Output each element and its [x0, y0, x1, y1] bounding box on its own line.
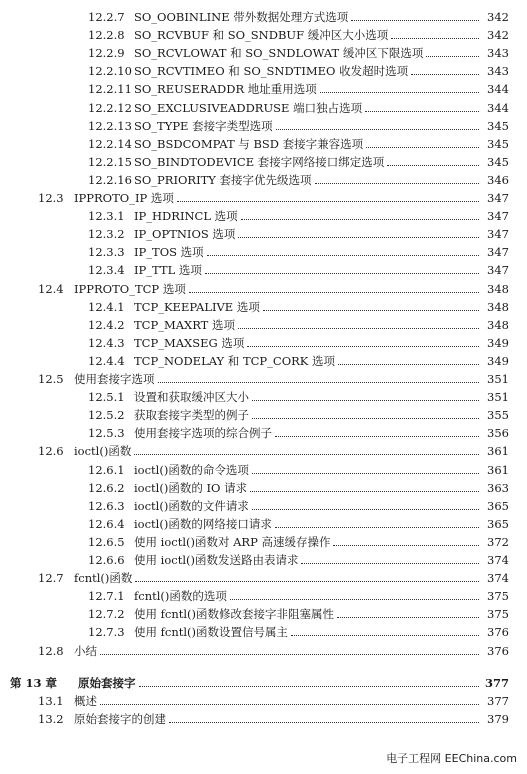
toc-entry-title: 概述: [74, 693, 97, 708]
toc-entry[interactable]: [0, 402, 527, 422]
dot-leader: [263, 310, 479, 311]
toc-entry-title: 使用 ioctl()函数发送路由表请求: [134, 553, 299, 567]
toc-entry-title: TCP_MAXSEG 选项: [134, 335, 245, 350]
toc-entry[interactable]: [0, 420, 527, 440]
toc-entry[interactable]: [0, 76, 527, 96]
toc-entry[interactable]: [0, 330, 527, 350]
toc-entry[interactable]: [0, 239, 527, 259]
toc-entry-page: 356: [487, 426, 509, 441]
dot-leader: [207, 255, 479, 256]
toc-entry-number: 12.5.1: [88, 390, 125, 405]
toc-entry[interactable]: [0, 185, 527, 205]
toc-entry-title: 使用 fcntl()函数修改套接字非阻塞属性: [134, 607, 335, 622]
dot-leader: [247, 346, 479, 347]
toc-entry-title: IP_TTL 选项: [134, 263, 202, 278]
toc-entry[interactable]: [0, 688, 527, 708]
toc-entry-title: ioctl()函数的 IO 请求: [134, 480, 248, 495]
dot-leader: [366, 147, 479, 148]
toc-entry-title: TCP_MAXRT 选项: [134, 317, 236, 332]
toc-entry-page: 376: [487, 625, 509, 640]
toc-entry-title: SO_OOBINLINE 带外数据处理方式选项: [134, 10, 349, 24]
toc-entry-number: 12.6.4: [88, 516, 125, 531]
toc-entry-page: 377: [484, 675, 509, 690]
toc-entry[interactable]: [0, 565, 527, 585]
toc-entry-number: 12.2.14: [88, 136, 132, 151]
dot-leader: [238, 237, 479, 238]
toc-entry-number: 12.2.10: [88, 64, 132, 79]
toc-entry-page: 375: [487, 589, 509, 604]
toc-entry[interactable]: [0, 221, 527, 241]
toc-entry-title: SO_TYPE 套接字类型选项: [134, 118, 273, 133]
toc-entry-number: 12.6.6: [88, 553, 125, 567]
toc-entry-number: 12.2.11: [88, 82, 132, 97]
dot-leader: [252, 418, 479, 419]
toc-entry-page: 365: [487, 516, 509, 531]
toc-entry-number: 12.5: [38, 372, 64, 386]
toc-entry-title: fcntl()函数: [74, 571, 133, 586]
toc-entry[interactable]: [0, 203, 527, 223]
toc-entry-title: SO_RCVTIMEO 和 SO_SNDTIMEO 收发超时选项: [134, 64, 409, 79]
dot-leader: [275, 436, 479, 437]
toc-entry[interactable]: [0, 475, 527, 495]
toc-entry[interactable]: [0, 583, 527, 603]
dot-leader: [301, 563, 479, 564]
toc-entry-title: IP_OPTNIOS 选项: [134, 227, 236, 242]
toc-entry-number: 12.7.3: [88, 625, 125, 640]
toc-entry[interactable]: [0, 619, 527, 639]
dot-leader: [189, 292, 479, 293]
toc-entry-title: 获取套接字类型的例子: [134, 408, 249, 423]
toc-entry-number: 12.5.2: [88, 408, 125, 423]
toc-entry-title: TCP_KEEPALIVE 选项: [134, 299, 260, 314]
toc-entry-page: 347: [487, 263, 509, 278]
toc-entry-title: 设置和获取缓冲区大小: [134, 390, 249, 405]
dot-leader: [252, 473, 479, 474]
toc-entry-title: ioctl()函数: [74, 444, 132, 459]
toc-entry[interactable]: [0, 149, 527, 169]
dot-leader: [275, 527, 479, 528]
dot-leader: [169, 722, 479, 723]
toc-entry-page: 348: [487, 281, 509, 296]
toc-entry[interactable]: [0, 40, 527, 60]
toc-entry-page: 345: [487, 118, 509, 133]
toc-entry-number: 12.2.16: [88, 172, 132, 187]
toc-entry-number: 12.2.15: [88, 154, 132, 169]
toc-entry-number: 12.7.1: [88, 589, 125, 604]
toc-entry-page: 342: [487, 10, 509, 24]
dot-leader: [252, 509, 479, 510]
toc-entry-page: 361: [487, 444, 509, 459]
toc-entry[interactable]: [0, 493, 527, 513]
toc-entry-page: 351: [487, 390, 509, 405]
dot-leader: [338, 364, 479, 365]
toc-entry-number: 12.3.3: [88, 245, 125, 260]
toc-entry-page: 345: [487, 136, 509, 151]
toc-entry-title: SO_REUSERADDR 地址重用选项: [134, 82, 317, 97]
toc-entry[interactable]: [0, 312, 527, 332]
toc-entry-number: 12.6.5: [88, 534, 125, 549]
toc-entry[interactable]: [0, 95, 527, 115]
toc-entry-title: SO_BSDCOMPAT 与 BSD 套接字兼容选项: [134, 136, 364, 151]
toc-entry-title: TCP_NODELAY 和 TCP_CORK 选项: [134, 353, 336, 368]
toc-entry-number: 12.8: [38, 643, 64, 658]
dot-leader: [177, 201, 479, 202]
toc-entry-page: 347: [487, 245, 509, 260]
toc-entry-title: IP_HDRINCL 选项: [134, 209, 238, 224]
toc-entry-page: 355: [487, 408, 509, 423]
dot-leader: [320, 92, 479, 93]
dot-leader: [230, 599, 479, 600]
toc-entry-title: SO_RCVLOWAT 和 SO_SNDLOWAT 缓冲区下限选项: [134, 46, 424, 61]
toc-entry-title: IPPROTO_TCP 选项: [74, 281, 186, 296]
dot-leader: [337, 617, 479, 618]
toc-entry-title: IP_TOS 选项: [134, 245, 204, 260]
toc-entry[interactable]: [0, 167, 527, 187]
toc-entry-title: 原始套接字的创建: [74, 711, 166, 726]
toc-entry-number: 12.7.2: [88, 607, 125, 622]
toc-entry[interactable]: [0, 294, 527, 314]
toc-entry-page: 348: [487, 299, 509, 314]
dot-leader: [365, 111, 479, 112]
toc-entry-page: 345: [487, 154, 509, 169]
toc-entry-page: 349: [487, 335, 509, 350]
toc-entry[interactable]: [0, 257, 527, 277]
toc-entry-title: fcntl()函数的选项: [134, 589, 227, 604]
dot-leader: [158, 382, 480, 383]
dot-leader: [100, 704, 479, 705]
dot-leader: [135, 581, 479, 582]
dot-leader: [100, 654, 479, 655]
toc-entry[interactable]: [0, 22, 527, 42]
toc-entry[interactable]: [0, 4, 527, 24]
toc-entry-page: 347: [487, 191, 509, 205]
toc-entry[interactable]: [0, 670, 527, 690]
watermark: 电子工程网 EEChina.com: [386, 752, 517, 765]
toc-entry-page: 361: [487, 462, 509, 477]
toc-entry-number: 13.2: [38, 711, 64, 726]
dot-leader: [205, 273, 479, 274]
toc-entry-page: 344: [487, 100, 509, 115]
toc-entry-number: 12.3.4: [88, 263, 125, 278]
toc-entry-title: 小结: [74, 643, 97, 658]
toc-entry-page: 377: [487, 693, 509, 708]
toc-entry-page: 346: [487, 172, 509, 187]
toc-entry-number: 12.2.8: [88, 28, 125, 43]
toc-entry-number: 12.3.2: [88, 227, 125, 242]
toc-entry-number: 12.3.1: [88, 209, 125, 224]
toc-entry-title: IPPROTO_IP 选项: [74, 191, 174, 205]
toc-entry[interactable]: [0, 384, 527, 404]
toc-entry-page: 342: [487, 28, 509, 43]
toc-entry-number: 12.6.1: [88, 462, 125, 477]
toc-entry-page: 343: [487, 46, 509, 61]
toc-entry-number: 12.5.3: [88, 426, 125, 441]
toc-entry-page: 372: [487, 534, 509, 549]
toc-entry-page: 349: [487, 353, 509, 368]
toc-entry[interactable]: [0, 366, 527, 386]
toc-entry-title: 原始套接字: [78, 675, 136, 690]
toc-entry-number: 12.2.7: [88, 10, 125, 24]
toc-entry-page: 379: [487, 711, 509, 726]
toc-entry-number: 12.4: [38, 281, 64, 296]
toc-entry-page: 374: [487, 553, 509, 567]
dot-leader: [241, 219, 479, 220]
dot-leader: [391, 38, 479, 39]
toc-entry-page: 347: [487, 209, 509, 224]
dot-leader: [291, 635, 479, 636]
toc-entry-number: 12.4.3: [88, 335, 125, 350]
toc-entry-page: 375: [487, 607, 509, 622]
toc-entry-number: 12.4.4: [88, 353, 125, 368]
dot-leader: [387, 165, 479, 166]
dot-leader: [315, 183, 479, 184]
toc-entry-title: ioctl()函数的网络接口请求: [134, 516, 272, 531]
toc-entry-page: 348: [487, 317, 509, 332]
toc-entry-number: 第 13 章: [10, 675, 58, 690]
dot-leader: [351, 20, 479, 21]
toc-entry[interactable]: [0, 547, 527, 567]
toc-entry-number: 12.6.3: [88, 498, 125, 513]
toc-entry-number: 13.1: [38, 693, 64, 708]
toc-entry-page: 365: [487, 498, 509, 513]
toc-entry-title: SO_RCVBUF 和 SO_SNDBUF 缓冲区大小选项: [134, 28, 389, 43]
toc-entry-number: 12.2.12: [88, 100, 132, 115]
dot-leader: [134, 454, 479, 455]
toc-entry[interactable]: [0, 131, 527, 151]
toc-entry-title: 使用 fcntl()函数设置信号属主: [134, 625, 289, 640]
toc-entry[interactable]: [0, 457, 527, 477]
toc-entry-page: 347: [487, 227, 509, 242]
toc-entry-title: 使用 ioctl()函数对 ARP 高速缓存操作: [134, 534, 331, 549]
dot-leader: [411, 74, 479, 75]
toc-entry-title: 使用套接字选项的综合例子: [134, 426, 272, 441]
toc-entry-page: 376: [487, 643, 509, 658]
toc-entry-title: 使用套接字选项: [74, 372, 155, 386]
toc-entry[interactable]: [0, 58, 527, 78]
toc-entry-number: 12.4.1: [88, 299, 125, 314]
toc-entry-title: ioctl()函数的命令选项: [134, 462, 249, 477]
toc-entry[interactable]: [0, 113, 527, 133]
dot-leader: [333, 545, 479, 546]
dot-leader: [276, 129, 479, 130]
toc-entry[interactable]: [0, 638, 527, 658]
toc-entry[interactable]: [0, 601, 527, 621]
toc-entry[interactable]: [0, 706, 527, 726]
toc-entry-page: 344: [487, 82, 509, 97]
toc-entry-number: 12.3: [38, 191, 64, 205]
toc-entry-number: 12.6: [38, 444, 64, 459]
toc-entry-title: ioctl()函数的文件请求: [134, 498, 249, 513]
toc-entry[interactable]: [0, 438, 527, 458]
toc-entry-number: 12.2.13: [88, 118, 132, 133]
toc-entry[interactable]: [0, 348, 527, 368]
toc-entry-number: 12.6.2: [88, 480, 125, 495]
toc-entry[interactable]: [0, 511, 527, 531]
toc-entry-title: SO_BINDTODEVICE 套接字网络接口绑定选项: [134, 154, 385, 169]
dot-leader: [139, 686, 480, 687]
toc-entry-page: 343: [487, 64, 509, 79]
toc-entry-title: SO_PRIORITY 套接字优先级选项: [134, 172, 312, 187]
toc-entry-number: 12.2.9: [88, 46, 125, 61]
toc-entry[interactable]: [0, 529, 527, 549]
dot-leader: [252, 400, 479, 401]
toc-entry[interactable]: [0, 276, 527, 296]
toc-entry-title: SO_EXCLUSIVEADDRUSE 端口独占选项: [134, 100, 363, 115]
toc-entry-page: 351: [487, 372, 509, 386]
toc-entry-page: 374: [487, 571, 509, 586]
toc-entry-number: 12.4.2: [88, 317, 125, 332]
dot-leader: [250, 491, 479, 492]
toc-entry-page: 363: [487, 480, 509, 495]
dot-leader: [426, 56, 479, 57]
dot-leader: [238, 328, 479, 329]
toc-entry-number: 12.7: [38, 571, 64, 586]
